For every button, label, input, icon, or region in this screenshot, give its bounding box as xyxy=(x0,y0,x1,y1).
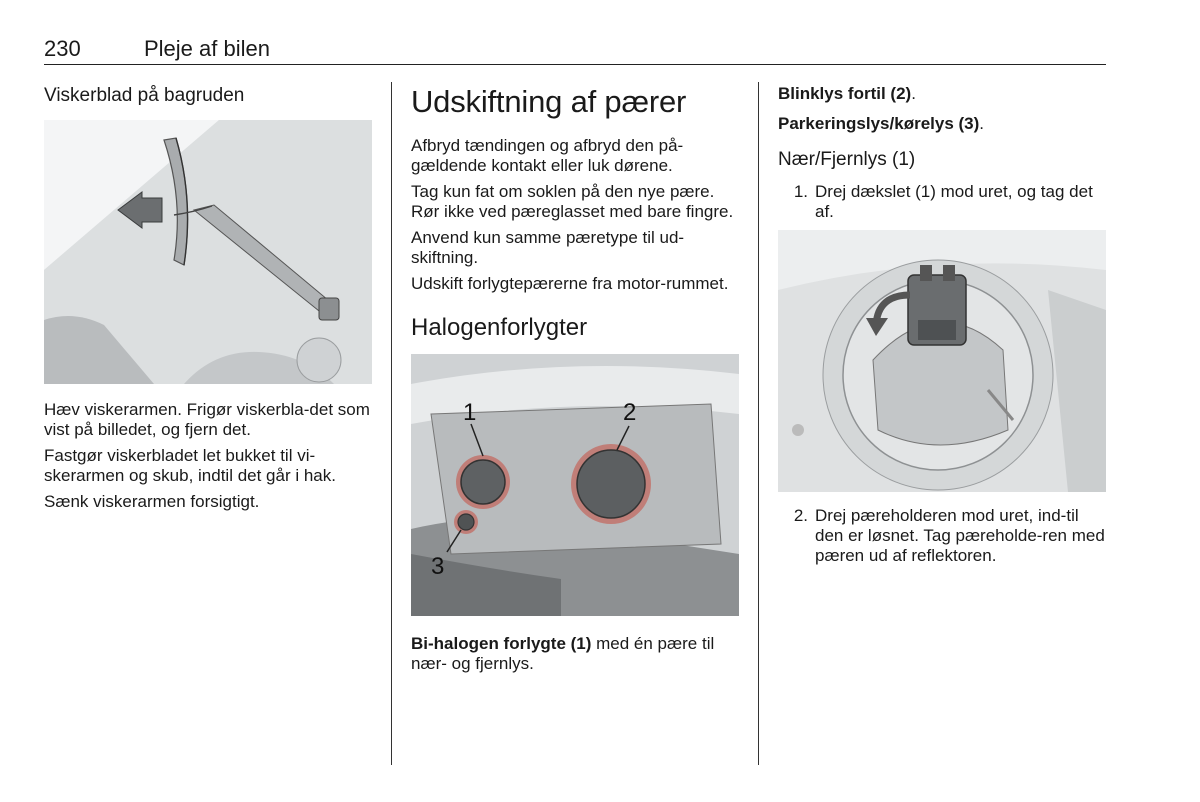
turn-signal-punct: . xyxy=(911,84,916,103)
column-divider-left xyxy=(391,82,392,765)
bulb-instruction-4: Udskift forlygtepærerne fra motor-rummet. xyxy=(411,274,729,293)
section-heading-low-high-beam: Nær/Fjernlys (1) xyxy=(778,149,916,170)
bulb-instruction-2: Tag kun fat om soklen på den nye pære. Rør ikke ved pæreglasset med bare fingre. xyxy=(411,182,734,221)
figure-label-1: 1 xyxy=(463,399,477,426)
parking-light-punct: . xyxy=(979,114,985,133)
column-divider-right xyxy=(758,82,759,765)
caption-bold: Bi-halogen forlygte (1) xyxy=(411,634,592,653)
wiper-instruction-2: Fastgør viskerbladet let bukket til vi-skerarmen og skub, indtil det går i hak. xyxy=(44,446,336,485)
turn-signal-label: Blinklys fortil (2) xyxy=(778,84,912,103)
left-column xyxy=(44,84,374,518)
section-heading-bulbs: Udskiftning af pærer xyxy=(411,84,687,119)
bulb-instruction-1: Afbryd tændingen og afbryd den på-gældende kontakt eller luk dørene. xyxy=(411,136,684,175)
turn-signal-line xyxy=(778,84,1108,104)
bulb-cover-illustration xyxy=(778,230,1106,492)
headlight-assembly-illustration xyxy=(411,354,739,616)
step-number: 1. xyxy=(793,182,808,201)
wiper-instruction-3: Sænk viskerarmen forsigtigt. xyxy=(44,492,260,511)
middle-column xyxy=(411,84,741,680)
headlight-caption xyxy=(411,634,741,674)
figure-label-3: 3 xyxy=(431,553,445,580)
steps-list-2 xyxy=(778,506,1108,566)
right-column xyxy=(778,84,1108,572)
parking-light-label: Parkeringslys/kørelys (3) xyxy=(778,114,980,133)
chapter-title: Pleje af bilen xyxy=(144,36,270,61)
step-item xyxy=(778,506,1108,566)
section-heading-wiper: Viskerblad på bagruden xyxy=(44,85,245,106)
parking-light-line xyxy=(778,114,1108,134)
page-number: 230 xyxy=(44,36,81,61)
figure-label-2: 2 xyxy=(623,399,637,426)
steps-list-1 xyxy=(778,182,1108,222)
section-heading-halogen: Halogenforlygter xyxy=(411,314,588,341)
step-number: 2. xyxy=(793,506,808,525)
wiper-blade-illustration xyxy=(44,120,372,384)
page-header xyxy=(44,34,1106,65)
caption-rest: med én pære til nær- og fjernlys. xyxy=(411,634,715,673)
step-item xyxy=(778,182,1108,222)
step-text: Drej pæreholderen mod uret, ind-til den er løsnet. Tag pæreholde-ren med pæren ud af reflektoren. xyxy=(815,506,1105,565)
wiper-instruction-1: Hæv viskerarmen. Frigør viskerbla-det som vist på billedet, og fjern det. xyxy=(44,400,370,439)
bulb-instruction-3: Anvend kun samme pæretype til ud-skiftning. xyxy=(411,228,685,267)
step-text: Drej dækslet (1) mod uret, og tag det af. xyxy=(815,182,1093,221)
